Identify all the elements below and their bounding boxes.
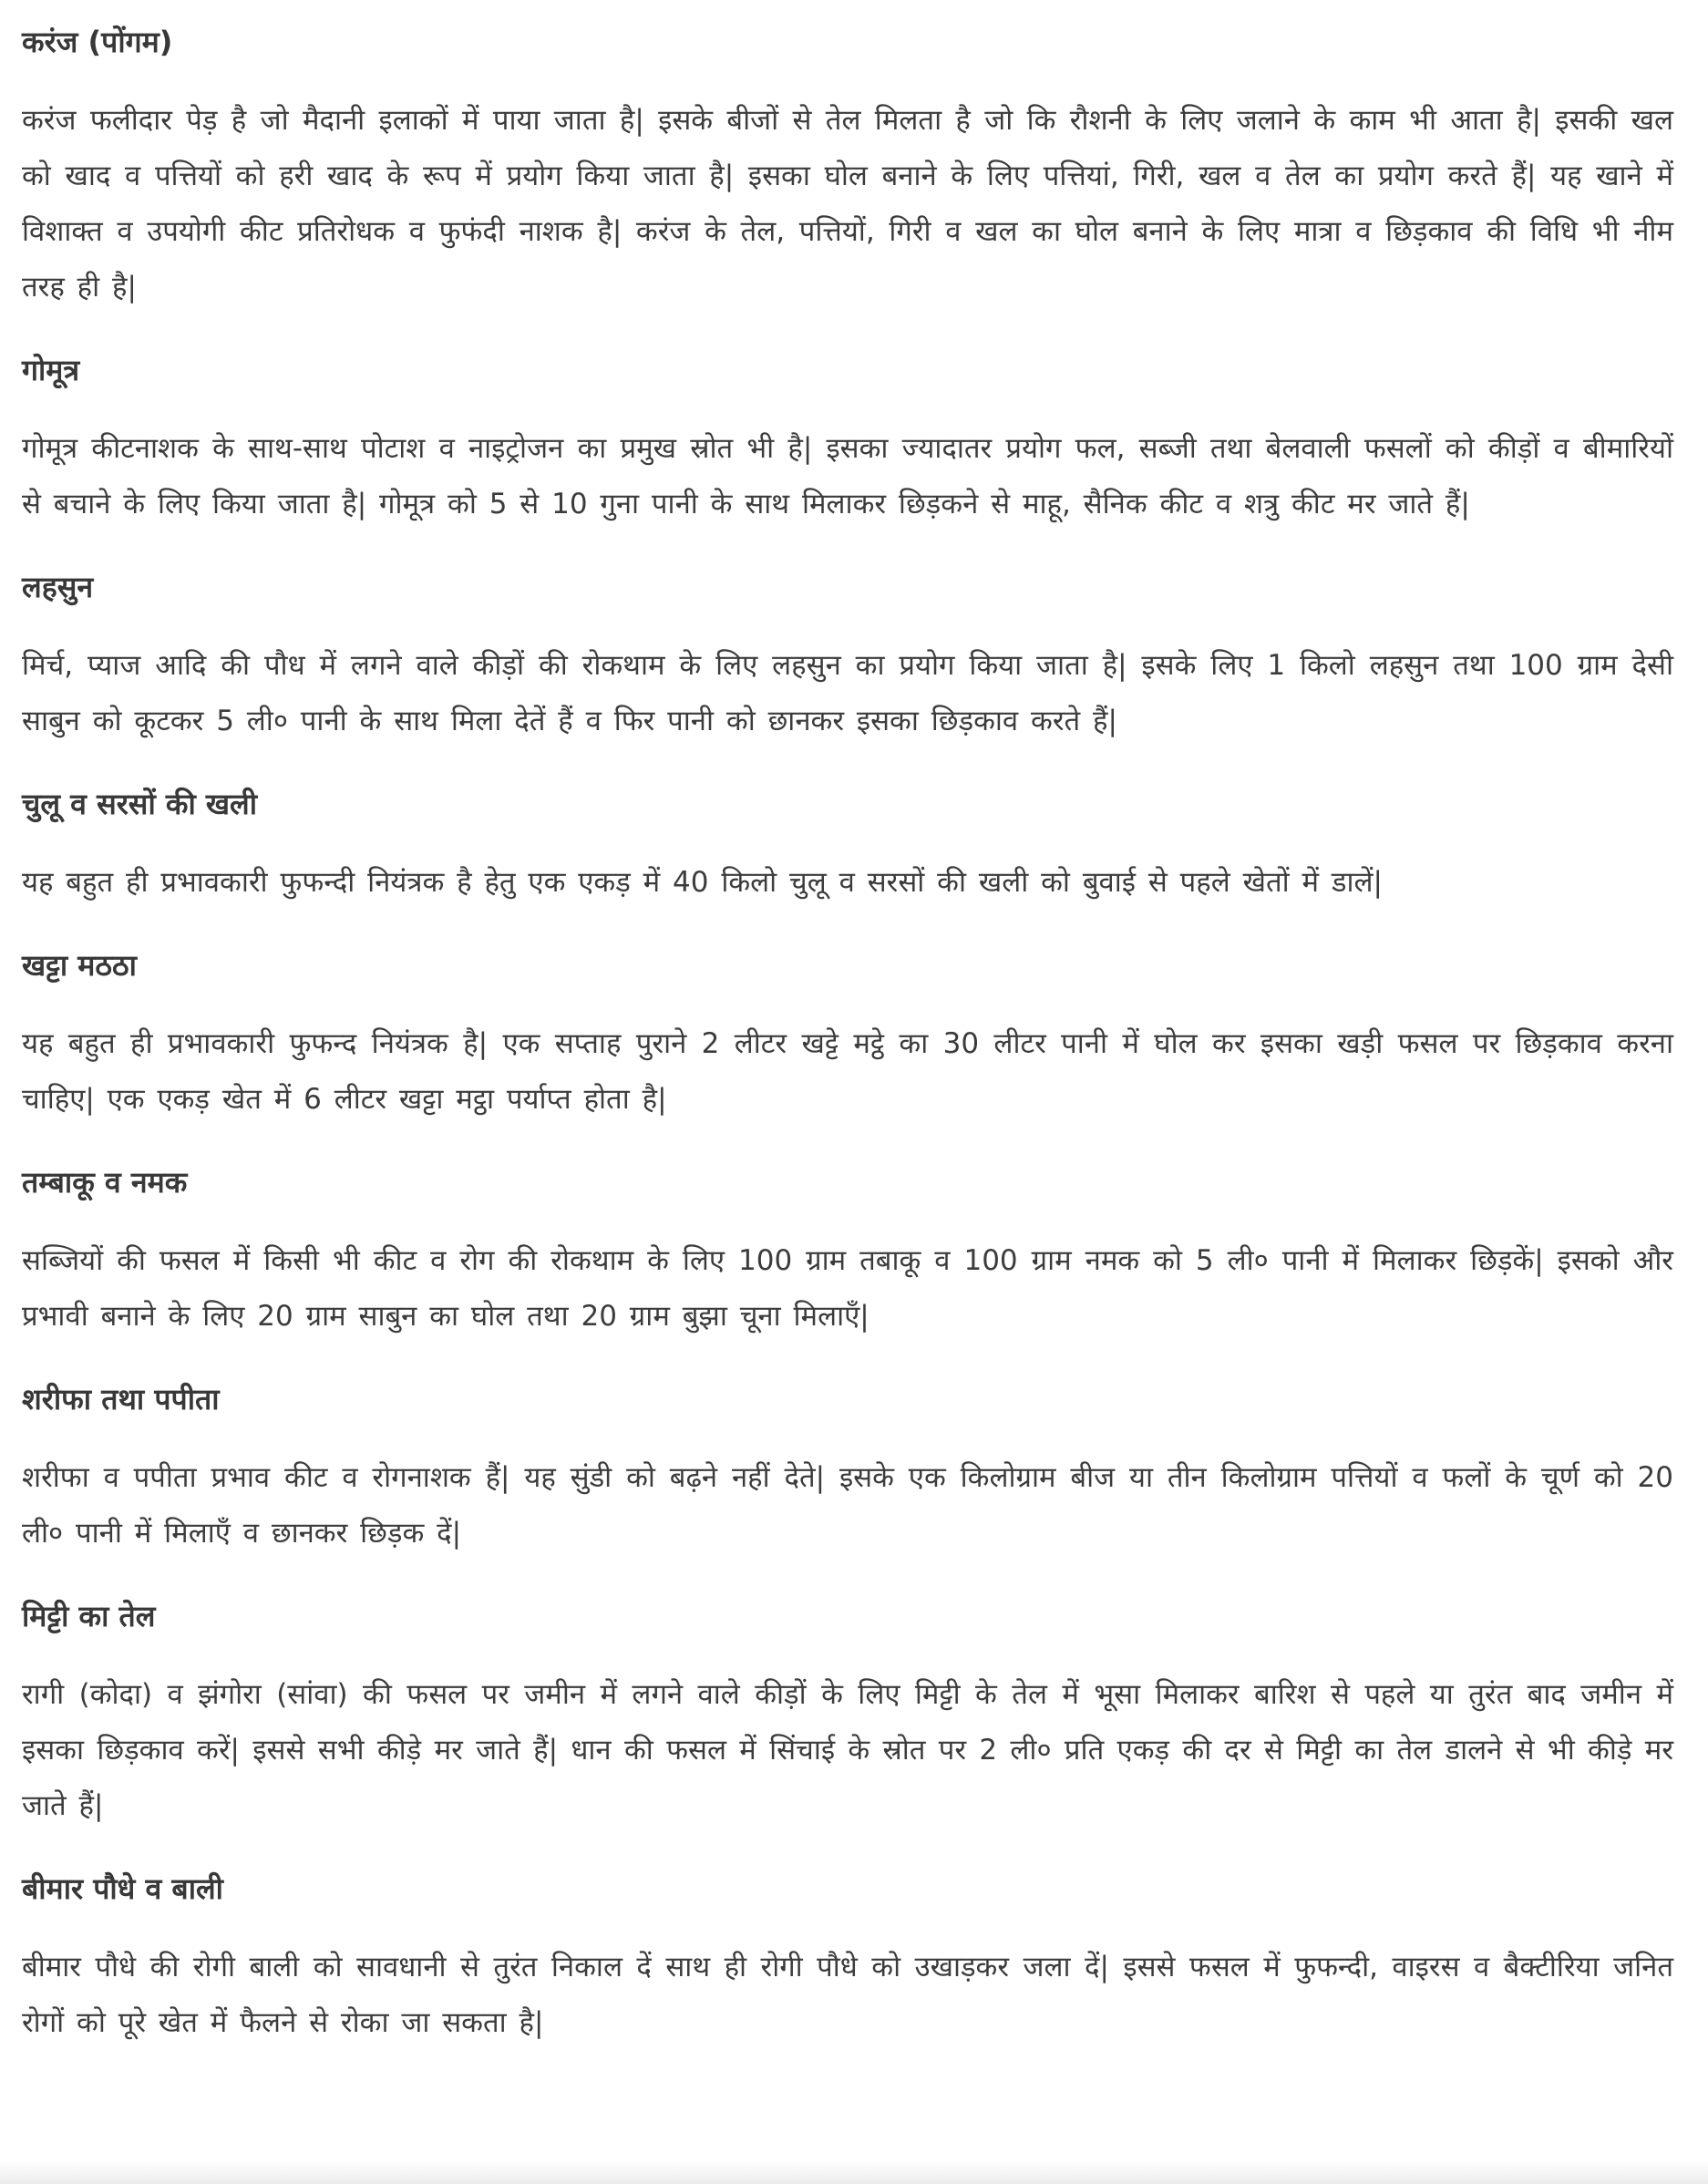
section-khatta-mattha xyxy=(22,940,1673,1128)
section-gomutra xyxy=(22,345,1673,532)
section-heading: चुलू व सरसों की खली xyxy=(22,787,258,821)
section-paragraph: मिर्च, प्याज आदि की पौध में लगने वाले कीड़ों की रोकथाम के लिए लहसुन का प्रयोग किया जाता है| इसके लिए 1 किलो लहसुन तथा 100 ग्राम देसी साबुन को कूटकर 5 ली० पानी के साथ मिला देतें हैं व फिर पानी को छानकर इसका छिड़काव करते हैं| xyxy=(22,649,1673,737)
section-paragraph: यह बहुत ही प्रभावकारी फुफन्दी नियंत्रक है हेतु एक एकड़ में 40 किलो चुलू व सरसों की खली को बुवाई से पहले खेतों में डालें| xyxy=(22,866,1383,899)
section-karanj xyxy=(22,16,1673,315)
section-sharifa-papita xyxy=(22,1374,1673,1561)
section-tambaku-namak xyxy=(22,1157,1673,1344)
section-heading: करंज (पोंगम) xyxy=(22,25,173,59)
section-heading: गोमूत्र xyxy=(22,353,80,387)
section-chulu-sarson xyxy=(22,778,1673,911)
section-paragraph: यह बहुत ही प्रभावकारी फुफन्द नियंत्रक है| एक सप्ताह पुराने 2 लीटर खट्टे मट्ठे का 30 लीटर पानी में घोल कर इसका खड़ी फसल पर छिड़काव करना चाहिए| एक एकड़ खेत में 6 लीटर खट्टा मट्ठा पर्याप्त होता है| xyxy=(22,1027,1673,1116)
section-heading: मिट्टी का तेल xyxy=(22,1599,156,1633)
section-paragraph: शरीफा व पपीता प्रभाव कीट व रोगनाशक हैं| यह सुंडी को बढ़ने नहीं देते| इसके एक किलोग्राम बीज या तीन किलोग्राम पत्तियों व फलों के चूर्ण को 20 ली० पानी में मिलाएँ व छानकर छिड़क दें| xyxy=(22,1461,1673,1550)
section-heading: खट्टा मठठा xyxy=(22,948,137,983)
section-paragraph: गोमूत्र कीटनाशक के साथ-साथ पोटाश व नाइट्रोजन का प्रमुख स्रोत भी है| इसका ज्यादातर प्रयोग फल, सब्जी तथा बेलवाली फसलों को कीड़ों व बीमारियों से बचाने के लिए किया जाता है| गोमूत्र को 5 से 10 गुना पानी के साथ मिलाकर छिड़कने से माहू, सैनिक कीट व शत्रु कीट मर जाते हैं| xyxy=(22,432,1673,520)
section-bimar-paudhe xyxy=(22,1863,1673,2051)
section-mitti-ka-tel xyxy=(22,1591,1673,1834)
section-heading: बीमार पौधे व बाली xyxy=(22,1871,223,1906)
section-heading: तम्बाकू व नमक xyxy=(22,1165,188,1200)
article-content xyxy=(22,16,1673,2080)
section-paragraph: करंज फलीदार पेड़ है जो मैदानी इलाकों में पाया जाता है| इसके बीजों से तेल मिलता है जो कि रौशनी के लिए जलाने के काम भी आता है| इसकी खल को खाद व पत्तियों को हरी खाद के रूप में प्रयोग किया जाता है| इसका घोल बनाने के लिए पत्तियां, गिरी, खल व तेल का प्रयोग करते हैं| यह खाने में विशाक्त व उपयोगी कीट प्रतिरोधक व फुफंदी नाशक है| करंज के तेल, पत्तियों, गिरी व खल का घोल बनाने के लिए मात्रा व छिड़काव की विधि भी नीम तरह ही है| xyxy=(22,104,1673,304)
section-lahsun xyxy=(22,561,1673,749)
bottom-fade-divider xyxy=(0,2160,1708,2184)
section-paragraph: बीमार पौधे की रोगी बाली को सावधानी से तुरंत निकाल दें साथ ही रोगी पौधे को उखाड़कर जला दें| इससे फसल में फुफन्दी, वाइरस व बैक्टीरिया जनित रोगों को पूरे खेत में फैलने से रोका जा सकता है| xyxy=(22,1951,1673,2039)
section-paragraph: सब्जियों की फसल में किसी भी कीट व रोग की रोकथाम के लिए 100 ग्राम तबाकू व 100 ग्राम नमक को 5 ली० पानी में मिलाकर छिड़कें| इसको और प्रभावी बनाने के लिए 20 ग्राम साबुन का घोल तथा 20 ग्राम बुझा चूना मिलाएँ| xyxy=(22,1244,1673,1333)
section-heading: लहसुन xyxy=(22,570,94,604)
section-heading: शरीफा तथा पपीता xyxy=(22,1382,220,1417)
section-paragraph: रागी (कोदा) व झंगोरा (सांवा) की फसल पर जमीन में लगने वाले कीड़ों के लिए मिट्टी के तेल में भूसा मिलाकर बारिश से पहले या तुरंत बाद जमीन में इसका छिड़काव करें| इससे सभी कीड़े मर जाते हैं| धान की फसल में सिंचाई के स्रोत पर 2 ली० प्रति एकड़ की दर से मिट्टी का तेल डालने से भी कीड़े मर जाते हैं| xyxy=(22,1678,1673,1822)
